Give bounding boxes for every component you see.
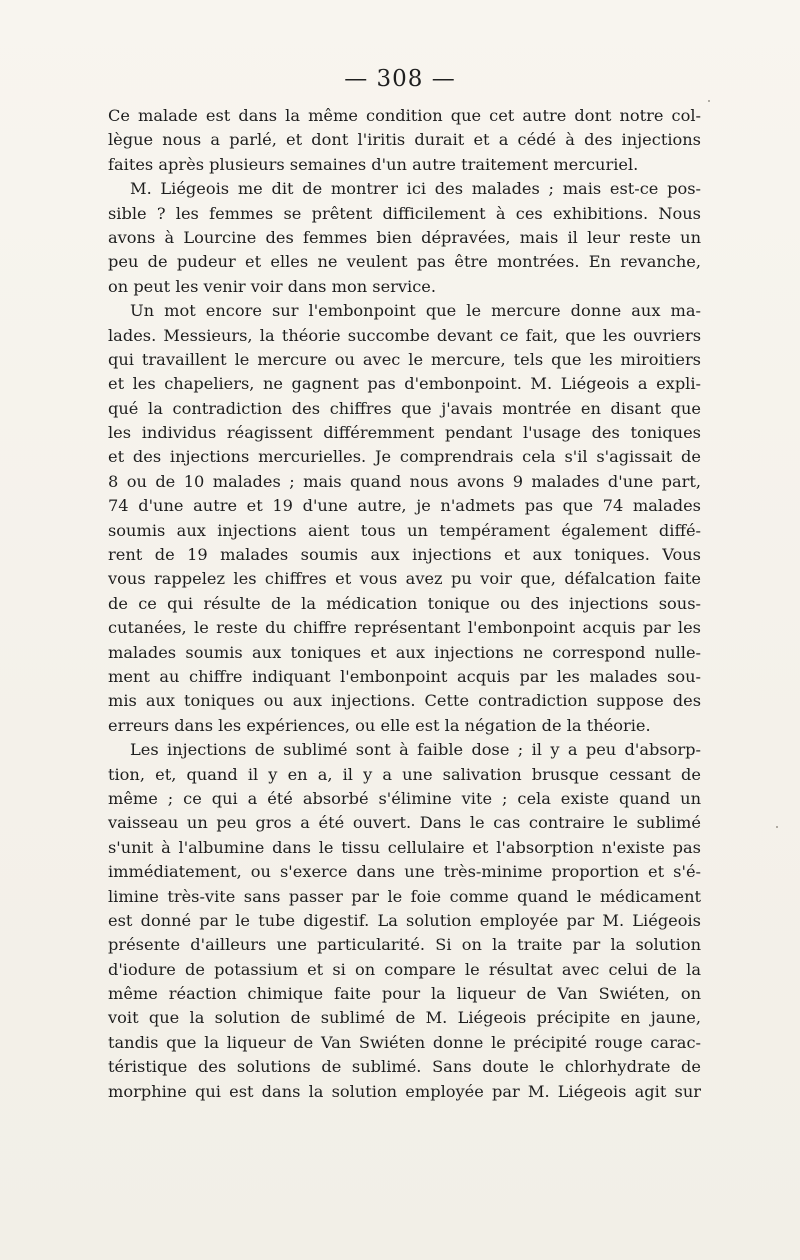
text-line: les individus réagissent différemment pendant l'usage des toniques — [108, 423, 701, 443]
text-line: qué la contradiction des chiffres que j'avais montrée en disant que — [108, 398, 701, 418]
text-line: immédiatement, ou s'exerce dans une très-minime proportion et s'é- — [108, 862, 701, 882]
text-line: peu de pudeur et elles ne veulent pas être montrées. En revanche, — [108, 252, 701, 272]
text-line: même réaction chimique faite pour la liqueur de Van Swiéten, on — [108, 984, 701, 1004]
text-line: sible ? les femmes se prêtent difficilement à ces exhibitions. Nous — [108, 203, 701, 223]
text-line: M. Liégeois me dit de montrer ici des malades ; mais est-ce pos- — [130, 179, 701, 199]
text-line: Les injections de sublimé sont à faible dose ; il y a peu d'absorp- — [130, 740, 701, 760]
text-line: limine très-vite sans passer par le foie comme quand le médicament — [108, 886, 701, 906]
text-line: tion, et, quand il y en a, il y a une salivation brusque cessant de — [108, 764, 701, 784]
page-number: — 308 — — [344, 66, 456, 92]
text-line: présente d'ailleurs une particularité. Si on la traite par la solution — [108, 935, 701, 955]
text-line: d'iodure de potassium et si on compare le résultat avec celui de la — [108, 959, 701, 979]
text-line: rent de 19 malades soumis aux injections et aux toniques. Vous — [108, 545, 701, 565]
text-line: vaisseau un peu gros a été ouvert. Dans le cas contraire le sublimé — [108, 813, 701, 833]
text-line: voit que la solution de sublimé de M. Liégeois précipite en jaune, — [108, 1008, 701, 1028]
text-line: lades. Messieurs, la théorie succombe devant ce fait, que les ouvriers — [108, 325, 701, 345]
text-line: soumis aux injections aient tous un tempérament également diffé- — [108, 520, 701, 540]
text-line: téristique des solutions de sublimé. Sans doute le chlorhydrate de — [108, 1057, 701, 1077]
text-line: on peut les venir voir dans mon service. — [108, 276, 437, 296]
text-line: 74 d'une autre et 19 d'une autre, je n'admets pas que 74 malades — [108, 496, 701, 516]
paper-speck — [776, 826, 778, 828]
text-line: qui travaillent le mercure ou avec le mercure, tels que les miroitiers — [108, 349, 701, 369]
text-line: mis aux toniques ou aux injections. Cette contradiction suppose des — [108, 691, 701, 711]
text-line: vous rappelez les chiffres et vous avez pu voir que, défalcation faite — [108, 569, 701, 589]
text-line: et des injections mercurielles. Je comprendrais cela s'il s'agissait de — [108, 447, 701, 467]
paper-speck — [708, 100, 710, 102]
text-line: avons à Lourcine des femmes bien dépravées, mais il leur reste un — [108, 227, 701, 247]
text-line: et les chapeliers, ne gagnent pas d'embonpoint. M. Liégeois a expli- — [108, 374, 701, 394]
text-line: cutanées, le reste du chiffre représentant l'embonpoint acquis par les — [108, 618, 701, 638]
text-line: est donné par le tube digestif. La solution employée par M. Liégeois — [108, 910, 701, 930]
text-line: s'unit à l'albumine dans le tissu cellulaire et l'absorption n'existe pas — [108, 837, 701, 857]
text-line: erreurs dans les expériences, ou elle est la négation de la théorie. — [108, 715, 651, 735]
text-line: 8 ou de 10 malades ; mais quand nous avons 9 malades d'une part, — [108, 471, 701, 491]
text-line: malades soumis aux toniques et aux injections ne correspond nulle- — [108, 642, 701, 662]
text-line: morphine qui est dans la solution employée par M. Liégeois agit sur — [108, 1081, 701, 1101]
text-line: Un mot encore sur l'embonpoint que le mercure donne aux ma- — [130, 301, 701, 321]
body-text — [108, 104, 701, 1104]
text-line: lègue nous a parlé, et dont l'iritis durait et a cédé à des injections — [108, 130, 701, 150]
text-line: faites après plusieurs semaines d'un autre traitement mercuriel. — [108, 154, 639, 174]
text-line: ment au chiffre indiquant l'embonpoint acquis par les malades sou- — [108, 666, 701, 686]
text-line: tandis que la liqueur de Van Swiéten donne le précipité rouge carac- — [108, 1032, 701, 1052]
text-line: Ce malade est dans la même condition que cet autre dont notre col- — [108, 106, 701, 125]
text-line: de ce qui résulte de la médication tonique ou des injections sous- — [108, 593, 701, 613]
text-line: même ; ce qui a été absorbé s'élimine vite ; cela existe quand un — [108, 788, 701, 808]
